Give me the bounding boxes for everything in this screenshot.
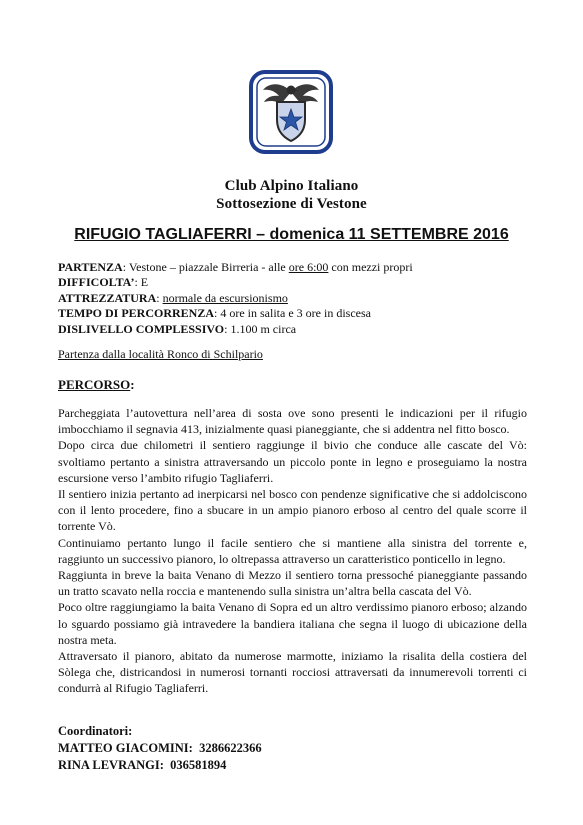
route-description [58, 405, 527, 697]
route-paragraph: Raggiunta in breve la baita Venano di Mezzo il sentiero torna pressoché pianeggiante passando un tratto scavato nella roccia e mantenendo sulla sinistra un’altra bella cascata del Vò. [58, 568, 527, 599]
departure-row [58, 260, 538, 275]
difficulty-row [58, 275, 538, 290]
equipment-sep: : [156, 290, 163, 305]
start-location: Partenza dalla località Ronco di Schilpario [58, 347, 263, 361]
route-paragraph: Continuiamo pertanto lungo il facile sentiero che si mantiene alla sinistra del torrente e, raggiunto un successivo pianoro, lo oltrepassa attraverso un caratteristico ponticello in legno. [58, 535, 527, 566]
duration-label: TEMPO DI PERCORRENZA [58, 306, 215, 321]
duration-value: : 4 ore in salita e 3 ore in discesa [214, 306, 371, 321]
route-heading [58, 377, 135, 393]
elevation-row [58, 322, 538, 337]
coordinators-heading: Coordinatori: [58, 724, 133, 738]
coordinator-phone: 3286622366 [199, 741, 262, 755]
route-heading-colon: : [130, 377, 135, 392]
departure-text: : Vestone – piazzale Birreria - alle [122, 260, 289, 274]
route-paragraph: Il sentiero inizia pertanto ad inerpicarsi nel bosco con pendenze significative che si addolciscono con il lento procedere, fino a sbucare in un ampio pianoro erboso al centro del quale scorre il torrente Vò. [58, 487, 527, 534]
route-paragraph: Parcheggiata l’autovettura nell’area di sosta ove sono presenti le indicazioni per il rifugio imbocchiamo il segnavia 413, inizialmente quasi pianeggiante, che si addentra nel fitto bosco. [58, 406, 527, 437]
cai-eagle-star-logo-icon [249, 70, 333, 154]
cai-logo [249, 70, 333, 154]
equipment-row [58, 291, 538, 306]
coordinators [58, 723, 262, 774]
coordinator-entry [58, 740, 262, 757]
route-paragraph: Attraversato il pianoro, abitato da numerose marmotte, iniziamo la risalita della costiera del Sòlega che, districandosi in numerosi tornanti rocciosi attraversati da innumerevoli torrenti ci condurrà al Rifugio Tagliaferri. [58, 649, 527, 696]
coordinator-name: MATTEO GIACOMINI: [58, 741, 193, 755]
organization-subsection: Sottosezione di Vestone [216, 196, 367, 212]
coordinator-phone: 036581894 [170, 758, 227, 772]
equipment-label: ATTREZZATURA [58, 290, 157, 305]
duration-row [58, 306, 538, 321]
difficulty-label: DIFFICOLTA’ [58, 275, 135, 290]
equipment-value: normale da escursionismo [162, 290, 288, 305]
departure-tail: con mezzi propri [328, 260, 413, 274]
elevation-label: DISLIVELLO COMPLESSIVO [58, 321, 225, 336]
organization-name: Club Alpino Italiano [224, 178, 359, 194]
event-title: RIFUGIO TAGLIAFERRI – domenica 11 SETTEMBRE 2016 [74, 226, 509, 243]
trip-info [58, 260, 538, 337]
elevation-value: : 1.100 m circa [224, 321, 297, 336]
route-heading-text: PERCORSO [58, 377, 131, 392]
departure-time: ore 6:00 [288, 260, 329, 274]
coordinator-name: RINA LEVRANGI: [58, 758, 164, 772]
coordinator-entry [58, 757, 262, 774]
route-paragraph: Poco oltre raggiungiamo la baita Venano di Sopra ed un altro verdissimo pianoro erboso; alzando lo sguardo possiamo già intravedere la bandiera italiana che segna il luogo di ubicazione della nostra meta. [58, 600, 527, 647]
difficulty-value: : E [134, 275, 149, 290]
departure-label: PARTENZA [58, 260, 123, 274]
route-paragraph: Dopo circa due chilometri il sentiero raggiunge il bivio che conduce alle cascate del Vò: svoltiamo pertanto a sinistra attraversando un piccolo ponte in legno e proseguiamo la nostra escursione verso l’ambito rifugio Tagliaferri. [58, 438, 527, 485]
